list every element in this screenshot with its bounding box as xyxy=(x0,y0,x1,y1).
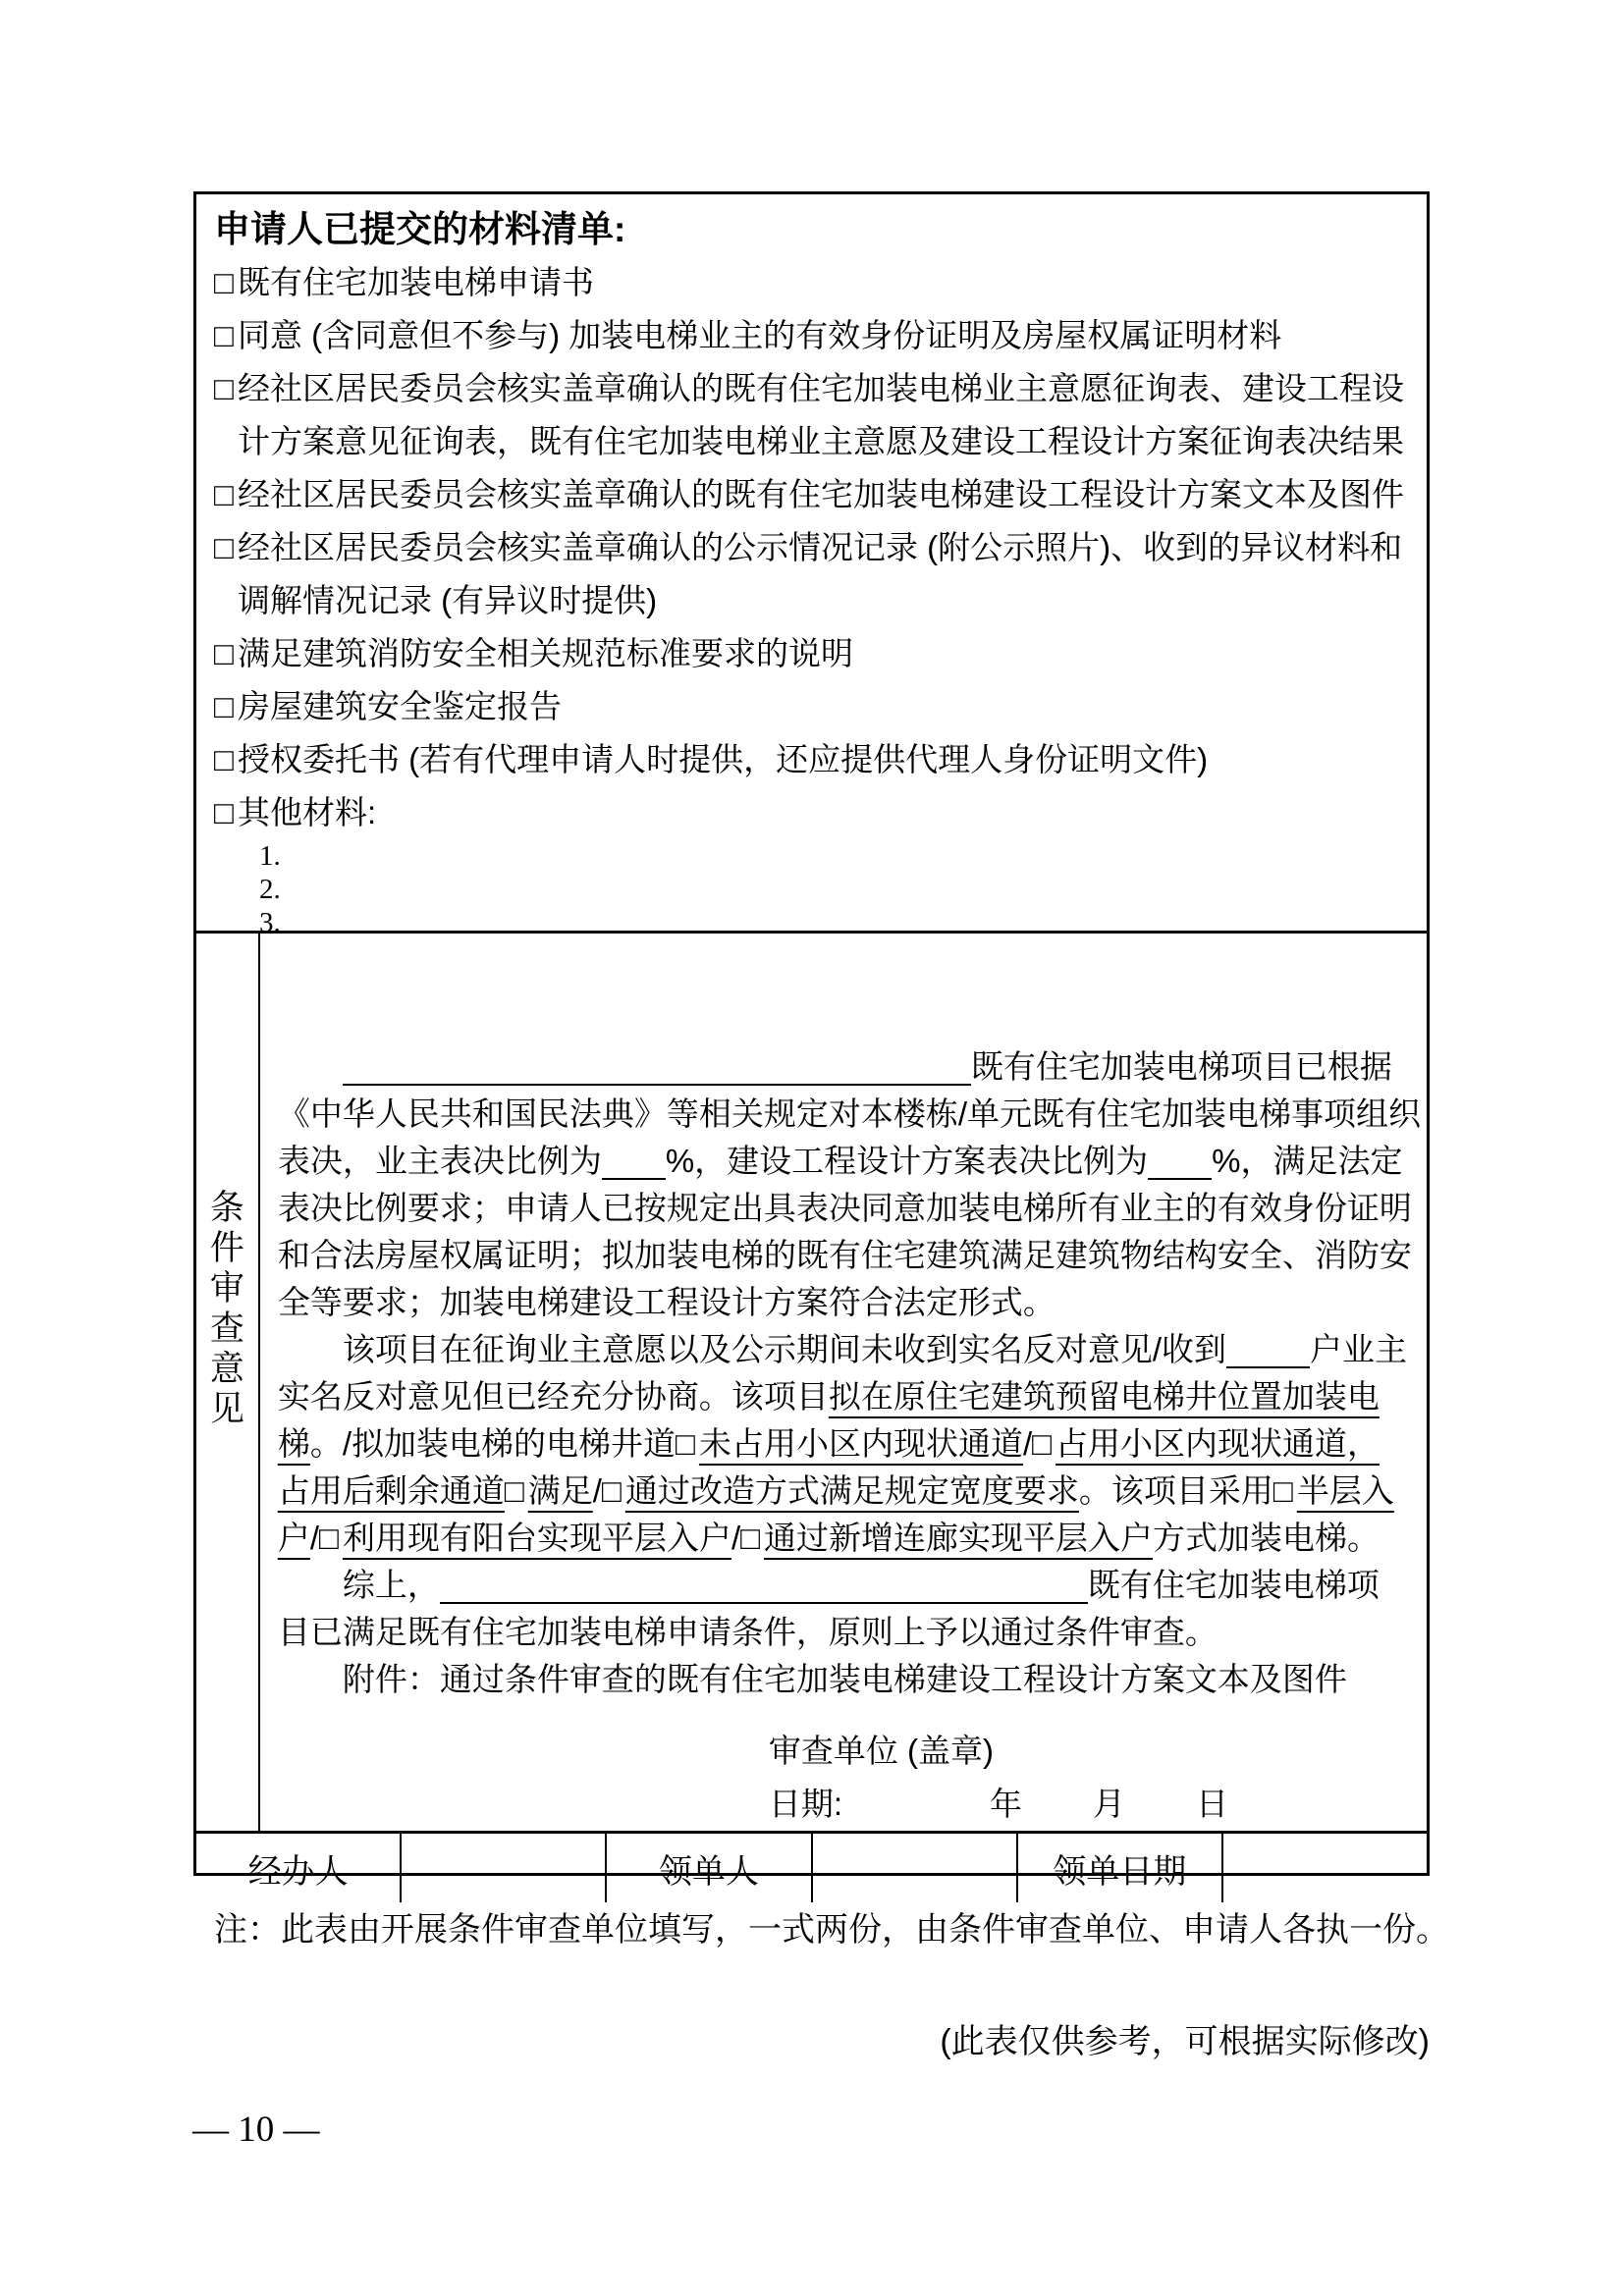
text-segment: / xyxy=(592,1472,602,1509)
checkbox-icon: □ xyxy=(214,370,234,406)
numbered-item: 3. xyxy=(259,907,281,938)
form-reference-note: (此表仅供参考，可根据实际修改) xyxy=(940,2023,1430,2060)
checklist-item xyxy=(214,786,1419,839)
page-number: — 10 — xyxy=(192,2109,320,2150)
underlined-text-segment: 占用后剩余通道 xyxy=(277,1472,505,1509)
review-opinion-line xyxy=(278,1326,1421,1373)
text-segment: 满足建筑消防安全相关规范标准要求的说明 xyxy=(237,635,853,671)
underlined-text-segment: 拟在原住宅建筑预留电梯井位置加装电 xyxy=(828,1378,1380,1415)
text-segment: 方式加装电梯。 xyxy=(1153,1520,1380,1556)
text-segment: 目已满足既有住宅加装电梯申请条件，原则上予以通过条件审查。 xyxy=(277,1614,1218,1650)
underlined-text-segment: 未占用小区内现状通道 xyxy=(698,1425,1023,1462)
checklist-item xyxy=(214,309,1419,362)
materials-checklist xyxy=(214,256,1419,839)
footer-value-cell xyxy=(813,1834,1018,1902)
review-opinion-line xyxy=(278,1562,1421,1609)
text-segment: 调解情况记录 (有异议时提供) xyxy=(238,582,658,618)
checklist-item xyxy=(214,680,1419,733)
checklist-item xyxy=(214,521,1419,574)
text-segment: / xyxy=(731,1520,741,1556)
underlined-text-segment: 户 xyxy=(277,1520,310,1556)
text-segment: 户业主 xyxy=(1310,1331,1407,1367)
condition-review-form-table xyxy=(193,191,1430,1891)
text-segment: 计方案意见征询表，既有住宅加装电梯业主意愿及建设工程设计方案征询表决结果 xyxy=(238,423,1404,459)
text-segment: 房屋建筑安全鉴定报告 xyxy=(237,688,562,724)
text-segment: 表决比例要求；申请人已按规定出具表决同意加装电梯所有业主的有效身份证明 xyxy=(277,1190,1412,1226)
review-date-line xyxy=(278,1778,1421,1831)
text-segment: 表决，业主表决比例为 xyxy=(277,1143,602,1179)
checkbox-icon: □ xyxy=(214,476,234,512)
review-opinion-line xyxy=(278,1232,1421,1279)
review-opinion-line xyxy=(278,1138,1421,1185)
underlined-text-segment: 通过改造方式满足规定宽度要求 xyxy=(624,1472,1079,1509)
review-label-char: 见 xyxy=(209,1390,244,1428)
checkbox-icon: □ xyxy=(319,1520,339,1556)
text-segment: 。/拟加装电梯的电梯井道 xyxy=(309,1425,676,1462)
review-label-char: 条 xyxy=(209,1189,244,1227)
checkbox-icon: □ xyxy=(214,264,234,300)
fill-in-blank-line xyxy=(440,1573,1088,1604)
text-segment: 《中华人民共和国民法典》等相关规定对本楼栋/单元既有住宅加装电梯事项组织 xyxy=(277,1095,1421,1132)
form-note: 注：此表由开展条件审查单位填写，一式两份，由条件审查单位、申请人各执一份。 xyxy=(214,1911,1449,1949)
checkbox-icon: □ xyxy=(214,794,234,830)
fill-in-blank-line xyxy=(343,1054,971,1086)
review-opinion-line xyxy=(278,1515,1421,1562)
checkbox-icon: □ xyxy=(740,1520,761,1556)
checklist-item xyxy=(214,733,1419,786)
fill-in-blank-line xyxy=(602,1148,666,1180)
underlined-text-segment: 半层入 xyxy=(1296,1472,1394,1509)
other-materials-numbered-list xyxy=(214,839,1419,939)
text-segment: / xyxy=(309,1520,319,1556)
review-label-char: 意 xyxy=(209,1350,244,1388)
text-segment: 年 xyxy=(990,1786,1022,1822)
checkbox-icon: □ xyxy=(214,741,234,777)
review-label-char: 件 xyxy=(209,1229,244,1267)
text-segment: 综上， xyxy=(342,1567,440,1603)
text-segment: 和合法房屋权属证明；拟加装电梯的既有住宅建筑满足建筑物结构安全、消防安 xyxy=(277,1237,1412,1273)
checkbox-icon: □ xyxy=(601,1472,622,1509)
condition-review-content xyxy=(260,934,1427,1831)
underlined-text-segment: 梯 xyxy=(277,1425,310,1462)
checkbox-icon: □ xyxy=(214,688,234,724)
checkbox-icon: □ xyxy=(214,635,234,671)
review-label-char: 审 xyxy=(209,1269,244,1308)
text-segment: 月 xyxy=(1093,1786,1125,1822)
numbered-item: 2. xyxy=(259,874,281,905)
checkbox-icon: □ xyxy=(1272,1472,1293,1509)
footer-value-cell xyxy=(402,1834,607,1902)
text-segment: 既有住宅加装电梯项 xyxy=(1087,1567,1380,1603)
underlined-text-segment: 占用小区内现状通道， xyxy=(1056,1425,1380,1462)
review-opinion-line xyxy=(278,1279,1421,1326)
footer-value-cell xyxy=(1223,1834,1427,1902)
checklist-item xyxy=(214,574,1419,627)
numbered-item: 1. xyxy=(259,840,281,872)
checklist-item xyxy=(214,468,1419,521)
review-opinion-line xyxy=(278,1420,1421,1468)
checkbox-icon: □ xyxy=(214,529,234,565)
review-label-char: 查 xyxy=(209,1309,244,1348)
text-segment: 全等要求；加装电梯建设工程设计方案符合法定形式。 xyxy=(277,1284,1056,1320)
text-segment: 经社区居民委员会核实盖章确认的公示情况记录 (附公示照片)、收到的异议材料和 xyxy=(237,529,1403,565)
checklist-item xyxy=(214,362,1419,415)
review-opinion-line xyxy=(278,1373,1421,1420)
underlined-text-segment: 满足 xyxy=(527,1472,593,1509)
checkbox-icon: □ xyxy=(214,317,234,353)
materials-list-title: 申请人已提交的材料清单: xyxy=(214,209,626,249)
text-segment: 日 xyxy=(1196,1786,1228,1822)
text-segment: 同意 (含同意但不参与) 加装电梯业主的有效身份证明及房屋权属证明材料 xyxy=(237,317,1282,353)
review-opinion-text xyxy=(278,1043,1421,1703)
text-segment: 经社区居民委员会核实盖章确认的既有住宅加装电梯业主意愿征询表、建设工程设 xyxy=(237,370,1404,406)
checkbox-icon: □ xyxy=(504,1472,524,1509)
fill-in-blank-line xyxy=(1148,1148,1212,1180)
footer-label-cell: 领单日期 xyxy=(1018,1834,1223,1902)
checklist-item xyxy=(214,256,1419,309)
handler-footer-row xyxy=(196,1831,1427,1902)
condition-review-section xyxy=(196,931,1427,1831)
text-segment: 附件：通过条件审查的既有住宅加装电梯建设工程设计方案文本及图件 xyxy=(342,1661,1347,1697)
review-opinion-line xyxy=(278,1091,1421,1138)
footer-label-cell: 经办人 xyxy=(196,1834,402,1902)
review-unit-seal-line xyxy=(278,1725,1421,1778)
checklist-item xyxy=(214,415,1419,468)
text-segment: 日期: xyxy=(768,1786,842,1822)
review-opinion-line xyxy=(278,1656,1421,1703)
text-segment: 审查单位 (盖章) xyxy=(768,1733,994,1769)
text-segment: 经社区居民委员会核实盖章确认的既有住宅加装电梯建设工程设计方案文本及图件 xyxy=(237,476,1404,512)
text-segment: 授权委托书 (若有代理申请人时提供，还应提供代理人身份证明文件) xyxy=(237,741,1209,777)
submitted-materials-section xyxy=(196,194,1427,938)
text-segment: 其他材料: xyxy=(237,794,377,830)
checklist-item xyxy=(214,627,1419,680)
text-segment: 该项目在征询业主意愿以及公示期间未收到实名反对意见/收到 xyxy=(342,1331,1226,1367)
text-segment: 。该项目采用 xyxy=(1078,1472,1273,1509)
text-segment: 实名反对意见但已经充分协商。该项目 xyxy=(277,1378,829,1415)
text-segment: / xyxy=(1022,1425,1033,1462)
checkbox-icon: □ xyxy=(676,1425,695,1462)
text-segment: 既有住宅加装电梯申请书 xyxy=(237,264,594,300)
review-opinion-line xyxy=(278,1609,1421,1656)
checkbox-icon: □ xyxy=(1032,1425,1053,1462)
text-segment: 既有住宅加装电梯项目已根据 xyxy=(970,1048,1392,1085)
footer-label-cell: 领单人 xyxy=(607,1834,812,1902)
review-opinion-line xyxy=(278,1185,1421,1232)
review-opinion-line xyxy=(278,1468,1421,1515)
underlined-text-segment: 通过新增连廊实现平层入户 xyxy=(764,1520,1154,1556)
text-segment: %，满足法定 xyxy=(1212,1143,1403,1179)
condition-review-label-column xyxy=(196,934,260,1831)
underlined-text-segment: 利用现有阳台实现平层入户 xyxy=(342,1520,731,1556)
review-opinion-line xyxy=(278,1043,1421,1091)
text-segment: %，建设工程设计方案表决比例为 xyxy=(665,1143,1149,1179)
fill-in-blank-line xyxy=(1226,1337,1310,1368)
